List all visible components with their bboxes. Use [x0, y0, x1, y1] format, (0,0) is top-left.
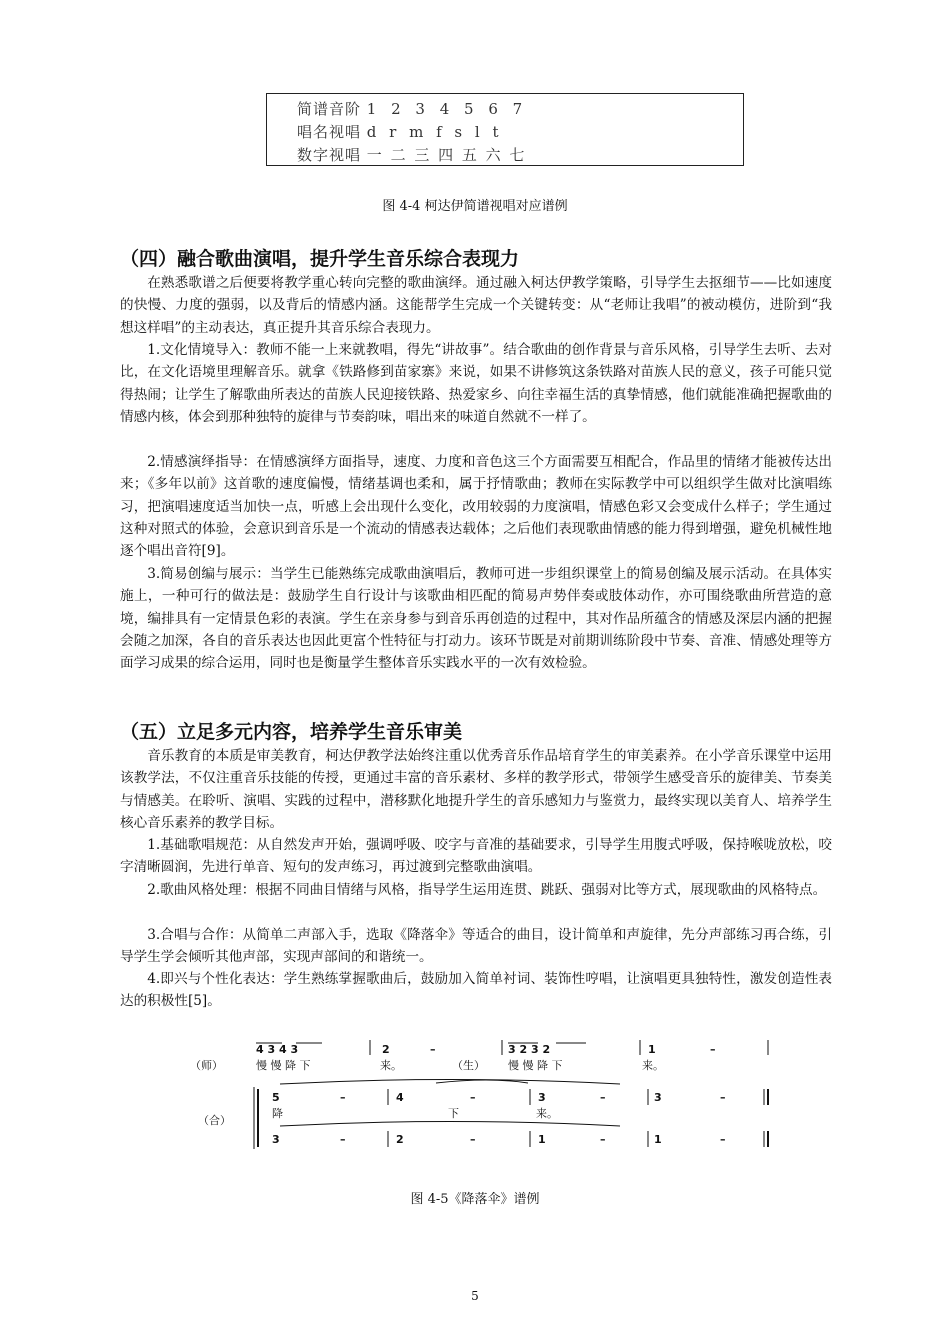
- score-lyric: 慢 慢 降 下: [508, 1059, 563, 1072]
- score-lyric: 降: [272, 1107, 283, 1120]
- paragraph: 2.歌曲风格处理：根据不同曲目情绪与风格，指导学生运用连贯、跳跃、强弱对比等方式，展现歌曲的风格特点。: [147, 882, 827, 898]
- notation-row-values: d r m f s l t: [366, 123, 503, 141]
- score-dash: –: [600, 1091, 606, 1104]
- notation-row-label: 数字视唱: [297, 146, 362, 164]
- notation-row: [297, 121, 502, 142]
- student-label: （生）: [452, 1059, 485, 1072]
- notation-row: [297, 98, 527, 119]
- section-heading: （四）融合歌曲演唱，提升学生音乐综合表现力: [120, 248, 520, 270]
- figure-caption: 图 4-5《降落伞》谱例: [410, 1192, 540, 1207]
- score-notes: 1: [654, 1133, 662, 1146]
- score-dash: –: [470, 1091, 476, 1104]
- score-notes: 3: [538, 1091, 546, 1104]
- notation-row: [297, 144, 526, 165]
- score-dash: –: [340, 1091, 346, 1104]
- notation-row-values: 一 二 三 四 五 六 七: [366, 146, 527, 164]
- paragraph: 4.即兴与个性化表达：学生熟练掌握歌曲后，鼓励加入简单衬词、装饰性哼唱，让演唱更具独特性，激发创造性表达的积极性[5]。: [120, 971, 832, 1010]
- score-lyric: 来。: [536, 1107, 558, 1120]
- score-notes: 1: [538, 1133, 546, 1146]
- notation-row-label: 唱名视唱: [297, 123, 362, 141]
- page-number: 5: [471, 1289, 479, 1303]
- score-lyric: 下: [448, 1107, 459, 1120]
- paragraph: 音乐教育的本质是审美教育，柯达伊教学法始终注重以优秀音乐作品培育学生的审美素养。在小学音乐课堂中运用该教学法，不仅注重音乐技能的传授，更通过丰富的音乐素材、多样的教学形式，带领学生感受音乐的旋律美、节奏美与情感美。在聆听、演唱、实践的过程中，潜移默化地提升学生的音乐感知力与鉴赏力，最终实现以美育人、培养学生核心音乐素养的教学目标。: [120, 748, 832, 831]
- notation-row-label: 简谱音阶: [297, 100, 362, 118]
- paragraph: 3.简易创编与展示：当学生已能熟练完成歌曲演唱后，教师可进一步组织课堂上的简易创编及展示活动。在具体实施上，一种可行的做法是：鼓励学生自行设计与该歌曲相匹配的简易声势伴奏或肢体动作，亦可围绕歌曲所营造的意境，编排具有一定情景色彩的表演。学生在亲身参与到音乐再创造的过程中，其对作品所蕴含的情感及深层内涵的把握会随之加深，各自的音乐表达也因此更富个性特征与打动力。该环节既是对前期训练阶段中节奏、音准、情感处理等方面学习成果的综合运用，同时也是衡量学生整体音乐实践水平的一次有效检验。: [120, 566, 832, 672]
- score-notes: 4: [396, 1091, 404, 1104]
- score-dash: –: [710, 1043, 716, 1056]
- paragraph: 1.文化情境导入：教师不能一上来就教唱，得先“讲故事”。结合歌曲的创作背景与音乐风格，引导学生去听、去对比，在文化语境里理解音乐。就拿《铁路修到苗家寨》来说，如果不讲修筑这条铁路对苗族人民的意义，孩子可能只觉得热闹；让学生了解歌曲所表达的苗族人民迎接铁路、热爱家乡、向往幸福生活的真挚情感，他们就能准确把握歌曲的情感内核，体会到那种独特的旋律与节奏韵味，唱出来的味道自然就不一样了。: [120, 342, 832, 425]
- paragraph: 1.基础歌唱规范：从自然发声开始，强调呼吸、咬字与音准的基础要求，引导学生用腹式呼吸，保持喉咙放松，咬字清晰圆润，先进行单音、短句的发声练习，再过渡到完整歌曲演唱。: [120, 837, 832, 876]
- section-heading: （五）立足多元内容，培养学生音乐审美: [120, 721, 463, 743]
- paragraph: 3.合唱与合作：从简单二声部入手，选取《降落伞》等适合的曲目，设计简单和声旋律，先分声部练习再合练，引导学生学会倾听其他声部，实现声部间的和谐统一。: [120, 927, 832, 966]
- score-notes: 4 3 4 3: [256, 1043, 299, 1056]
- paragraph: 2.情感演绎指导：在情感演绎方面指导，速度、力度和音色这三个方面需要互相配合，作品里的情绪才能被传达出来；《多年以前》这首歌的速度偏慢，情绪基调也柔和，属于抒情歌曲；教师在实际教学中可以组织学生做对比演唱练习，把演唱速度适当加快一点，听感上会出现什么变化，改用较弱的力度演唱，情感色彩又会变成什么样子；学生通过这种对照式的体验，会意识到音乐是一个流动的情感表达载体；之后他们表现歌曲情感的能力得到增强，避免机械性地逐个唱出音符[9]。: [120, 454, 832, 560]
- score-dash: –: [470, 1133, 476, 1146]
- score-notes: 3: [272, 1133, 280, 1146]
- score-notes: 1: [648, 1043, 656, 1056]
- score-notes: 5: [272, 1091, 280, 1104]
- score-dash: –: [720, 1133, 726, 1146]
- score-dash: –: [720, 1091, 726, 1104]
- score-notes: 3: [654, 1091, 662, 1104]
- score-lyric: 来。: [642, 1059, 664, 1072]
- score-lyric: 来。: [380, 1059, 402, 1072]
- teacher-label: （师）: [190, 1059, 223, 1072]
- figure-caption: 图 4-4 柯达伊简谱视唱对应谱例: [382, 199, 568, 214]
- score-notes: 2: [396, 1133, 404, 1146]
- score-dash: –: [340, 1133, 346, 1146]
- score-dash: –: [430, 1043, 436, 1056]
- chorus-label: （合）: [198, 1114, 231, 1127]
- score-lyric: 慢 慢 降 下: [256, 1059, 311, 1072]
- music-score-figure: [190, 1037, 780, 1152]
- score-notes: 3 2 3 2: [508, 1043, 551, 1056]
- score-notes: 2: [382, 1043, 390, 1056]
- score-dash: –: [600, 1133, 606, 1146]
- notation-row-values: 1 2 3 4 5 6 7: [366, 100, 528, 118]
- notation-table: [266, 93, 744, 166]
- paragraph: 在熟悉歌谱之后便要将教学重心转向完整的歌曲演绎。通过融入柯达伊教学策略，引导学生去抠细节——比如速度的快慢、力度的强弱，以及背后的情感内涵。这能帮学生完成一个关键转变：从“老师让我唱”的被动模仿，进阶到“我想这样唱”的主动表达，真正提升其音乐综合表现力。: [120, 275, 832, 336]
